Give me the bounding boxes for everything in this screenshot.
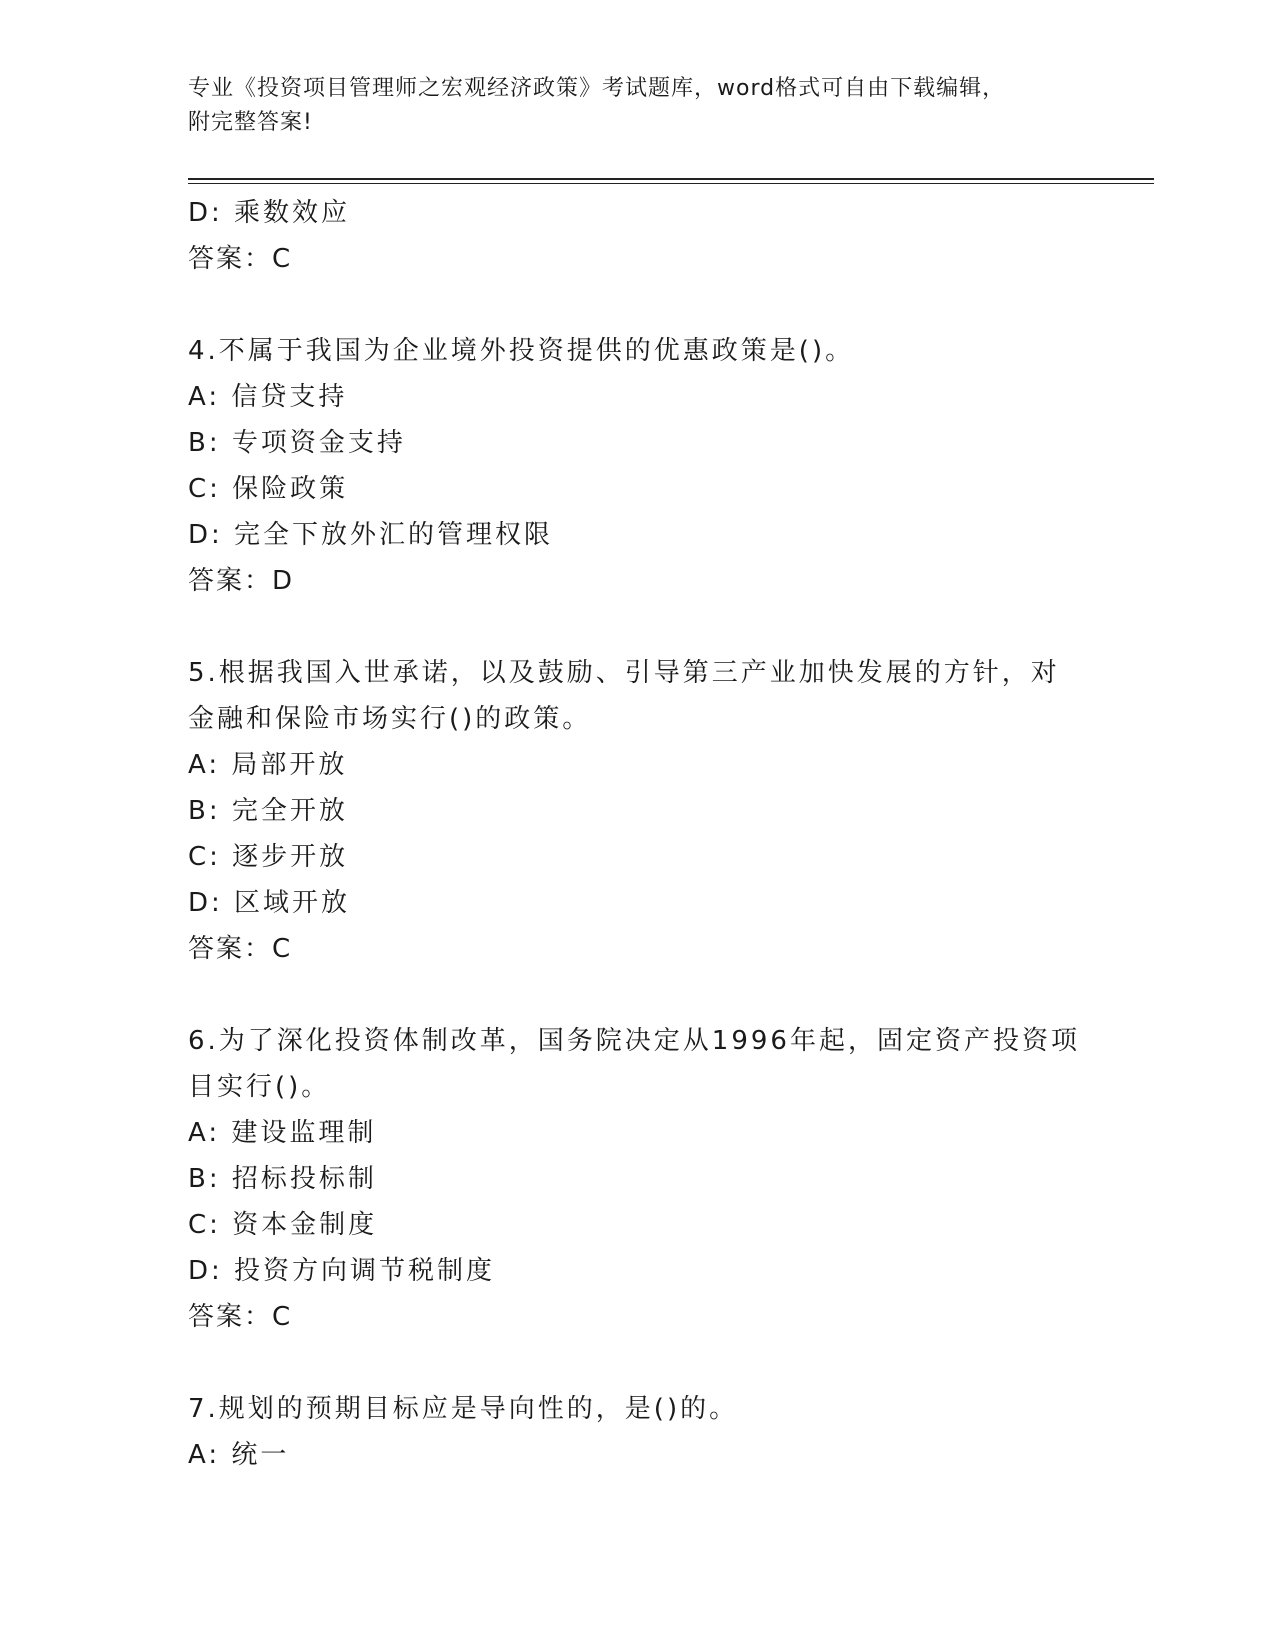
document-header xyxy=(188,72,1088,140)
spacer xyxy=(188,1340,1088,1386)
question-stem: 4.不属于我国为企业境外投资提供的优惠政策是()。 xyxy=(188,336,855,366)
header-divider-thin xyxy=(188,183,1154,184)
option-a: A: 统一 xyxy=(188,1440,290,1470)
question-stem: 5.根据我国入世承诺，以及鼓励、引导第三产业加快发展的方针，对 xyxy=(188,658,1060,688)
question-5 xyxy=(188,650,1088,972)
question-list xyxy=(188,190,1088,1478)
option-a: A: 信贷支持 xyxy=(188,382,348,412)
answer-line: 答案：C xyxy=(188,1302,293,1332)
option-a: A: 局部开放 xyxy=(188,750,348,780)
header-divider-thick xyxy=(188,178,1154,180)
header-line-2: 附完整答案! xyxy=(188,110,313,135)
question-7 xyxy=(188,1386,1088,1478)
option-b: B: 专项资金支持 xyxy=(188,428,406,458)
question-stem: 7.规划的预期目标应是导向性的，是()的。 xyxy=(188,1394,739,1424)
option-a: A: 建设监理制 xyxy=(188,1118,377,1148)
question-4 xyxy=(188,328,1088,604)
option-d: D: 区域开放 xyxy=(188,888,351,918)
answer-line: 答案：D xyxy=(188,566,295,596)
question-stem: 6.为了深化投资体制改革，国务院决定从1996年起，固定资产投资项 xyxy=(188,1026,1080,1056)
spacer xyxy=(188,972,1088,1018)
question-6 xyxy=(188,1018,1088,1340)
answer-line: 答案：C xyxy=(188,934,293,964)
option-c: C: 保险政策 xyxy=(188,474,349,504)
spacer xyxy=(188,282,1088,328)
option-c: C: 资本金制度 xyxy=(188,1210,378,1240)
spacer xyxy=(188,604,1088,650)
question-stem-continued: 目实行()。 xyxy=(188,1072,331,1102)
answer-line: 答案：C xyxy=(188,244,293,274)
option-b: B: 招标投标制 xyxy=(188,1164,377,1194)
option-d: D: 乘数效应 xyxy=(188,198,351,228)
option-d: D: 投资方向调节税制度 xyxy=(188,1256,496,1286)
option-b: B: 完全开放 xyxy=(188,796,348,826)
question-stem-continued: 金融和保险市场实行()的政策。 xyxy=(188,704,592,734)
option-c: C: 逐步开放 xyxy=(188,842,349,872)
option-d: D: 完全下放外汇的管理权限 xyxy=(188,520,554,550)
header-line-1: 专业《投资项目管理师之宏观经济政策》考试题库，word格式可自由下载编辑， xyxy=(188,76,1006,101)
